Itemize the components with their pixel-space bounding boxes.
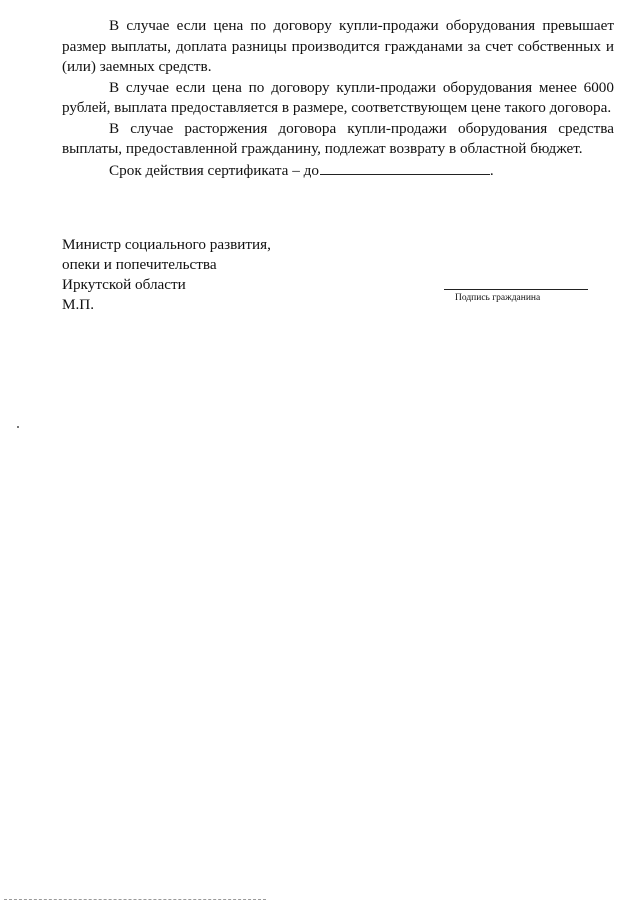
signature-caption: Подпись гражданина xyxy=(455,293,541,303)
signer-block xyxy=(62,235,271,315)
validity-period: . xyxy=(489,161,494,179)
signer-title-line-3: Иркутской области xyxy=(62,276,186,293)
signer-title-line-2: опеки и попечительства xyxy=(62,256,217,273)
paragraph-price-exceeds: В случае если цена по договору купли-продажи оборудования превышает размер выплаты, доплата разницы производится гражданами за счет собственных и (или) заемных средств. xyxy=(62,17,614,75)
signature-line xyxy=(444,289,588,290)
signer-title-line-1: Министр социального развития, xyxy=(62,236,271,253)
certificate-validity xyxy=(62,160,614,182)
document-body xyxy=(62,16,614,181)
footer-rule xyxy=(4,899,266,900)
paragraph-contract-termination: В случае расторжения договора купли-продажи оборудования средства выплаты, предоставленной гражданину, подлежат возврату в областной бюджет. xyxy=(62,119,614,157)
stamp-mark: М.П. xyxy=(62,296,95,313)
paragraph-price-less: В случае если цена по договору купли-продажи оборудования менее 6000 рублей, выплата предоставляется в размере, соответствующем цене такого договора. xyxy=(62,78,614,116)
validity-date-blank xyxy=(320,160,490,175)
scan-speck xyxy=(17,426,19,428)
validity-label: Срок действия сертификата – до xyxy=(109,161,319,179)
